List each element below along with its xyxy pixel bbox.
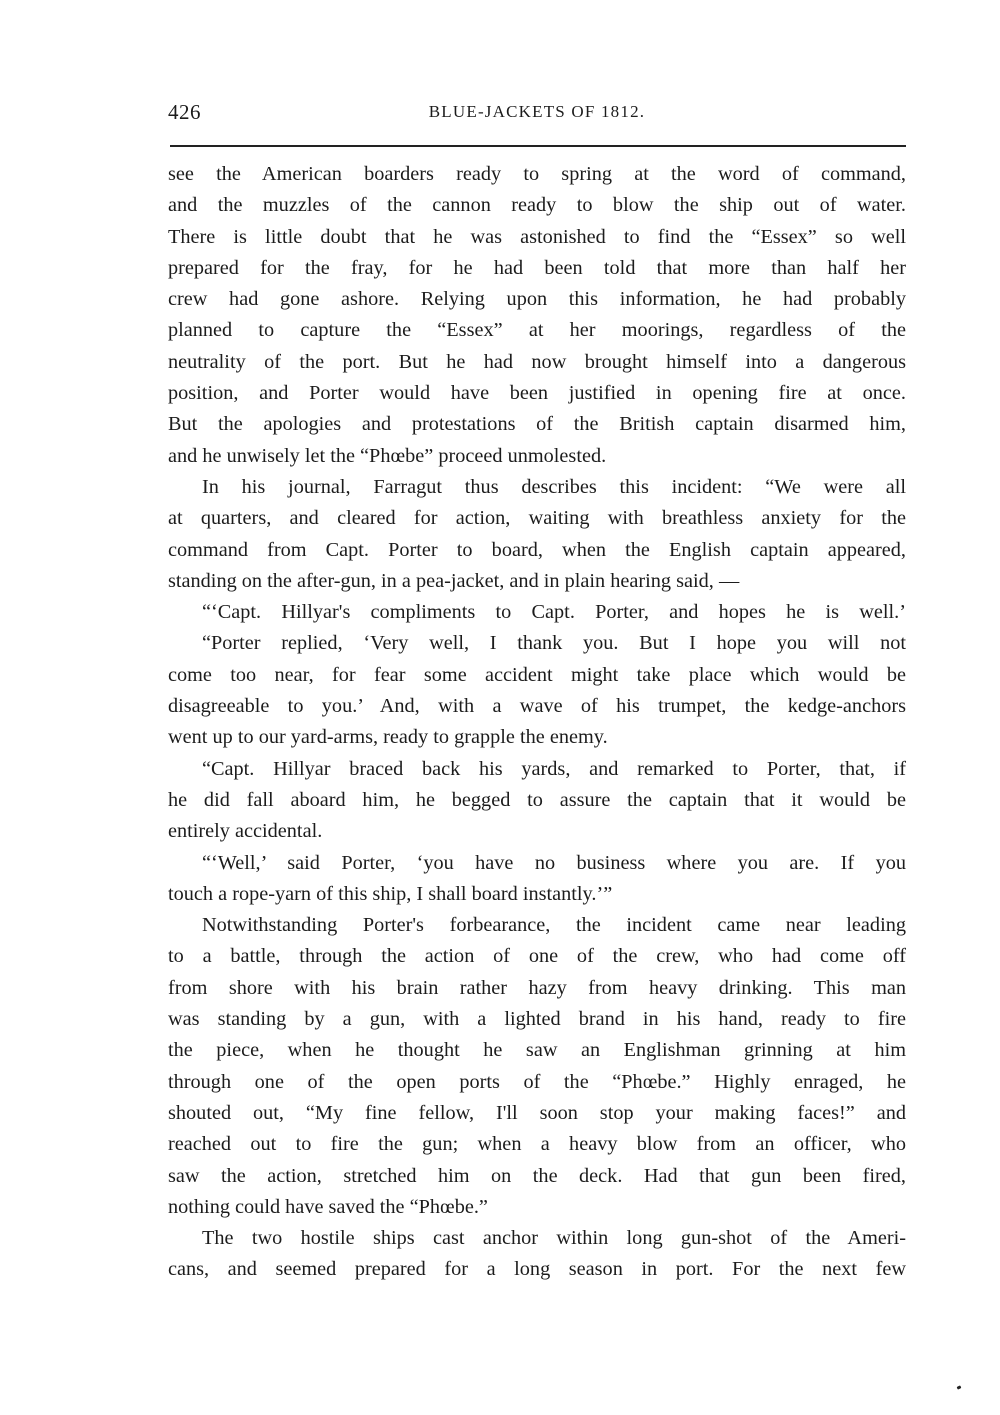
text-line: from shore with his brain rather hazy from heavy drinking. This man	[168, 976, 906, 999]
paragraph-first-line: In his journal, Farragut thus describes this incident: “We were all	[202, 475, 906, 498]
paragraph-first-line: “Porter replied, ‘Very well, I thank you. But I hope you will not	[202, 632, 906, 655]
text-line: prepared for the fray, for he had been told that more than half her	[168, 256, 906, 279]
text-line: touch a rope-yarn of this ship, I shall board instantly.’”	[168, 882, 613, 905]
text-line: There is little doubt that he was astonished to find the “Essex” so well	[168, 225, 906, 248]
text-line: the piece, when he thought he saw an Englishman grinning at him	[168, 1039, 906, 1062]
text-line: disagreeable to you.’ And, with a wave of his trumpet, the kedge-anchors	[168, 695, 906, 718]
running-head: BLUE-JACKETS OF 1812.	[428, 102, 646, 121]
header-rule	[170, 145, 906, 147]
ink-speck	[957, 1385, 962, 1389]
text-line: cans, and seemed prepared for a long season in port. For the next few	[168, 1258, 906, 1281]
text-line: nothing could have saved the “Phœbe.”	[168, 1195, 488, 1218]
page-header	[168, 100, 906, 130]
text-line: But the apologies and protestations of the British captain disarmed him,	[168, 413, 906, 436]
text-line: shouted out, “My fine fellow, I'll soon stop your making faces!” and	[168, 1101, 906, 1124]
paragraph-first-line: “‘Well,’ said Porter, ‘you have no business where you are. If you	[202, 851, 906, 874]
text-line: he did fall aboard him, he begged to assure the captain that it would be	[168, 788, 906, 811]
text-line: crew had gone ashore. Relying upon this information, he had probably	[168, 288, 906, 311]
paragraph-first-line: “Capt. Hillyar braced back his yards, and remarked to Porter, that, if	[202, 757, 906, 780]
text-line: planned to capture the “Essex” at her moorings, regardless of the	[168, 319, 906, 342]
text-line: at quarters, and cleared for action, waiting with breathless anxiety for the	[168, 507, 906, 530]
text-line: position, and Porter would have been justified in opening fire at once.	[168, 382, 906, 405]
text-line: entirely accidental.	[168, 820, 323, 843]
page-number: 426	[168, 100, 201, 124]
text-line: saw the action, stretched him on the deck. Had that gun been fired,	[168, 1164, 906, 1187]
text-line: and the muzzles of the cannon ready to blow the ship out of water.	[168, 194, 906, 217]
paragraph-first-line: The two hostile ships cast anchor within long gun-shot of the Ameri-	[202, 1227, 906, 1250]
text-line: and he unwisely let the “Phœbe” proceed unmolested.	[168, 444, 607, 467]
text-line: neutrality of the port. But he had now brought himself into a dangerous	[168, 350, 906, 373]
body-text	[168, 159, 906, 1286]
text-line: to a battle, through the action of one of the crew, who had come off	[168, 945, 906, 968]
text-line: reached out to fire the gun; when a heavy blow from an officer, who	[168, 1133, 906, 1156]
paragraph-first-line: Notwithstanding Porter's forbearance, the incident came near leading	[202, 914, 906, 937]
text-line: command from Capt. Porter to board, when the English captain appeared,	[168, 538, 906, 561]
text-line: was standing by a gun, with a lighted brand in his hand, ready to fire	[168, 1008, 906, 1031]
text-line: went up to our yard-arms, ready to grapple the enemy.	[168, 726, 608, 749]
text-line: come too near, for fear some accident might take place which would be	[168, 663, 906, 686]
text-line: through one of the open ports of the “Phœbe.” Highly enraged, he	[168, 1070, 906, 1093]
paragraph-first-line: “‘Capt. Hillyar's compliments to Capt. Porter, and hopes he is well.’	[202, 601, 906, 624]
text-line: standing on the after-gun, in a pea-jacket, and in plain hearing said, —	[168, 569, 740, 592]
text-line: see the American boarders ready to spring at the word of command,	[168, 163, 906, 185]
